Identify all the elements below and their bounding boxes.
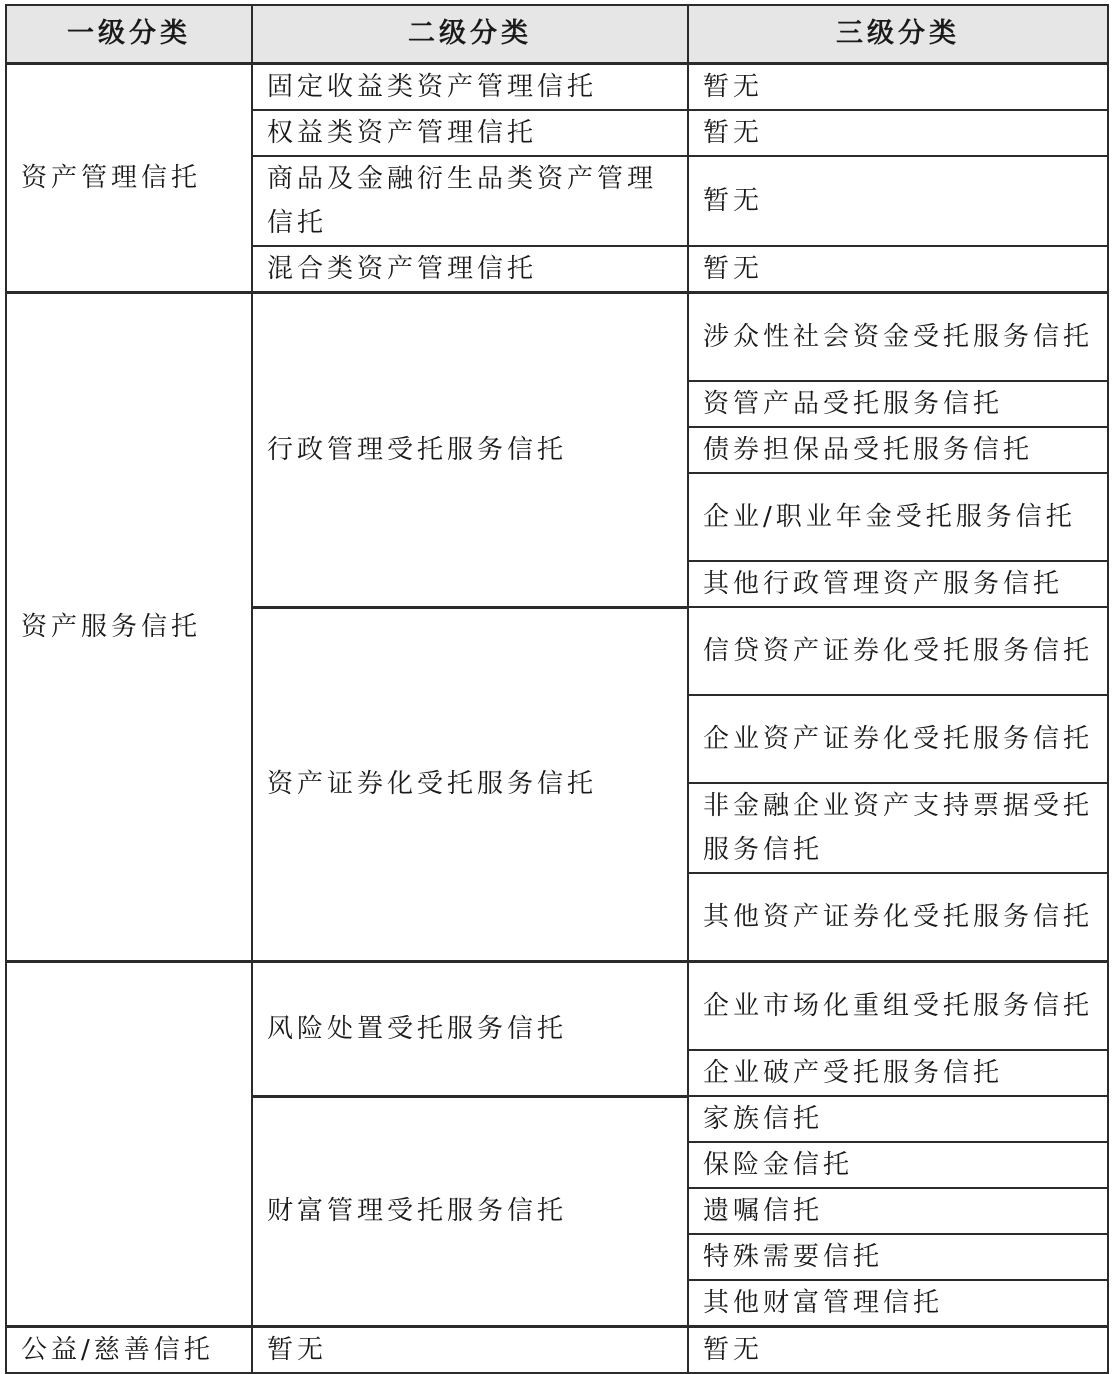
level3-cell: 暂无 — [688, 246, 1108, 293]
level2-cell: 固定收益类资产管理信托 — [252, 64, 688, 111]
level1-cell: 资产管理信托 — [6, 64, 252, 293]
table-row — [6, 962, 1108, 1051]
trust-classification-page — [5, 4, 1107, 1365]
level3-cell: 暂无 — [688, 64, 1108, 111]
level2-cell: 商品及金融衍生品类资产管理信托 — [252, 156, 688, 246]
level3-cell: 非金融企业资产支持票据受托服务信托 — [688, 783, 1108, 873]
table-row — [6, 64, 1108, 111]
level3-cell: 企业市场化重组受托服务信托 — [688, 962, 1108, 1051]
level3-cell: 企业资产证券化受托服务信托 — [688, 695, 1108, 783]
level3-cell: 其他行政管理资产服务信托 — [688, 561, 1108, 607]
level1-cell: 公益/慈善信托 — [6, 1327, 252, 1374]
level2-cell: 暂无 — [252, 1327, 688, 1374]
level3-cell: 其他财富管理信托 — [688, 1280, 1108, 1327]
level2-cell: 权益类资产管理信托 — [252, 110, 688, 156]
level2-cell: 行政管理受托服务信托 — [252, 293, 688, 608]
level3-cell: 保险金信托 — [688, 1142, 1108, 1188]
table-header-row — [6, 5, 1108, 64]
level3-cell: 信贷资产证券化受托服务信托 — [688, 607, 1108, 695]
level1-cell-empty — [6, 962, 252, 1327]
level2-cell: 风险处置受托服务信托 — [252, 962, 688, 1097]
level3-cell: 资管产品受托服务信托 — [688, 381, 1108, 427]
table-row — [6, 1327, 1108, 1374]
table-row — [6, 293, 1108, 382]
level3-cell: 债券担保品受托服务信托 — [688, 427, 1108, 473]
level3-cell: 企业/职业年金受托服务信托 — [688, 473, 1108, 561]
level1-cell: 资产服务信托 — [6, 293, 252, 962]
level3-cell: 其他资产证券化受托服务信托 — [688, 873, 1108, 962]
level2-cell: 混合类资产管理信托 — [252, 246, 688, 293]
level3-cell: 家族信托 — [688, 1096, 1108, 1142]
level3-cell: 企业破产受托服务信托 — [688, 1050, 1108, 1096]
level3-cell: 暂无 — [688, 1327, 1108, 1374]
level2-cell: 资产证券化受托服务信托 — [252, 607, 688, 962]
level2-cell: 财富管理受托服务信托 — [252, 1096, 688, 1327]
trust-classification-table — [5, 4, 1109, 1374]
level3-cell: 特殊需要信托 — [688, 1234, 1108, 1280]
level3-cell: 遗嘱信托 — [688, 1188, 1108, 1234]
header-level2: 二级分类 — [252, 5, 688, 64]
header-level1: 一级分类 — [6, 5, 252, 64]
level3-cell: 涉众性社会资金受托服务信托 — [688, 293, 1108, 382]
header-level3: 三级分类 — [688, 5, 1108, 64]
level3-cell: 暂无 — [688, 156, 1108, 246]
level3-cell: 暂无 — [688, 110, 1108, 156]
